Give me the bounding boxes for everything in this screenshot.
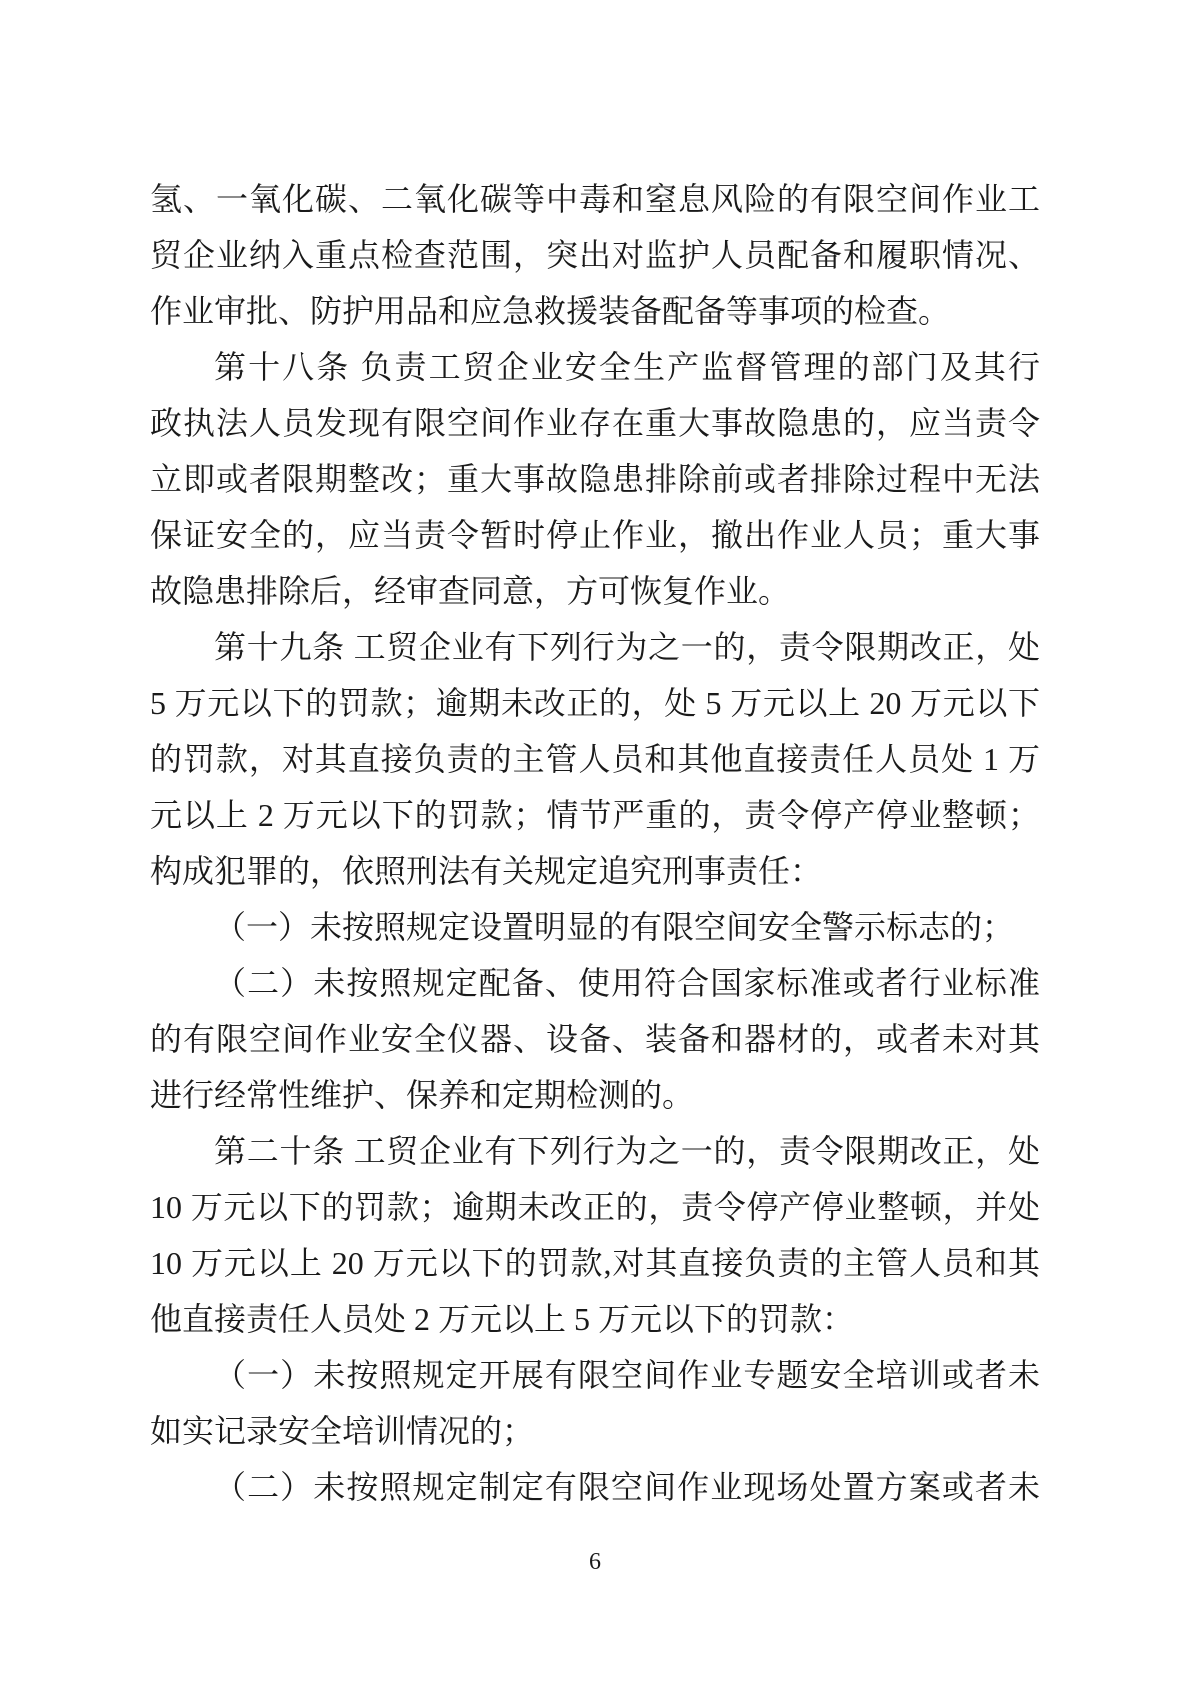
text-line: 5 万元以下的罚款；逾期未改正的，处 5 万元以上 20 万元以下 xyxy=(150,685,1040,721)
text-line: （二）未按照规定配备、使用符合国家标准或者行业标准 xyxy=(214,965,1040,1001)
text-line: 贸企业纳入重点检查范围，突出对监护人员配备和履职情况、 xyxy=(150,237,1040,273)
text-line: 政执法人员发现有限空间作业存在重大事故隐患的，应当责令 xyxy=(150,405,1040,441)
text-line: 第十九条 工贸企业有下列行为之一的，责令限期改正，处 xyxy=(214,629,1040,665)
text-line: 保证安全的，应当责令暂时停止作业，撤出作业人员；重大事 xyxy=(150,517,1040,553)
text-line: 元以上 2 万元以下的罚款；情节严重的，责令停产停业整顿； xyxy=(150,797,1040,833)
text-block xyxy=(150,171,1040,1515)
text-line: 氢、一氧化碳、二氧化碳等中毒和窒息风险的有限空间作业工 xyxy=(150,181,1040,217)
text-line: 作业审批、防护用品和应急救援装备配备等事项的检查。 xyxy=(150,293,951,329)
text-line: 他直接责任人员处 2 万元以上 5 万元以下的罚款： xyxy=(150,1301,855,1337)
text-line: 立即或者限期整改；重大事故隐患排除前或者排除过程中无法 xyxy=(150,461,1040,497)
text-line: 的罚款，对其直接负责的主管人员和其他直接责任人员处 1 万 xyxy=(150,741,1040,777)
text-line: 的有限空间作业安全仪器、设备、装备和器材的，或者未对其 xyxy=(150,1021,1040,1057)
text-line: （二）未按照规定制定有限空间作业现场处置方案或者未 xyxy=(214,1469,1040,1505)
page-number: 6 xyxy=(589,1549,601,1575)
text-line: 10 万元以上 20 万元以下的罚款,对其直接负责的主管人员和其 xyxy=(150,1245,1040,1281)
text-line: （一）未按照规定设置明显的有限空间安全警示标志的； xyxy=(214,909,1015,945)
text-line: （一）未按照规定开展有限空间作业专题安全培训或者未 xyxy=(214,1357,1040,1393)
text-line: 第二十条 工贸企业有下列行为之一的，责令限期改正，处 xyxy=(214,1133,1040,1169)
text-line: 构成犯罪的，依照刑法有关规定追究刑事责任： xyxy=(150,853,823,889)
text-line: 故隐患排除后，经审查同意，方可恢复作业。 xyxy=(150,573,791,609)
text-line: 第十八条 负责工贸企业安全生产监督管理的部门及其行 xyxy=(214,349,1040,385)
text-line: 10 万元以下的罚款；逾期未改正的，责令停产停业整顿，并处 xyxy=(150,1189,1040,1225)
text-line: 进行经常性维护、保养和定期检测的。 xyxy=(150,1077,695,1113)
text-line: 如实记录安全培训情况的； xyxy=(150,1413,535,1449)
